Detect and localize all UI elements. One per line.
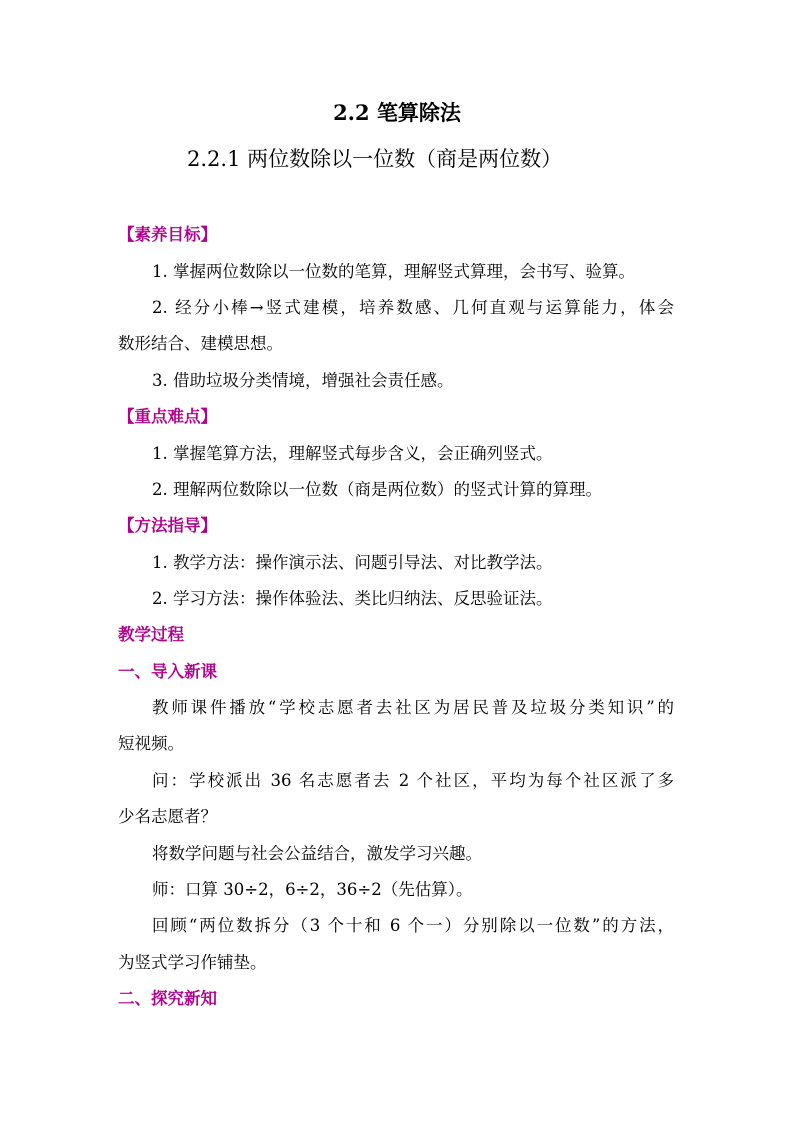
section1-line-2: 短视频。	[118, 734, 184, 753]
section1-line-8: 为竖式学习作铺垫。	[118, 953, 267, 972]
section1-heading: 一、导入新课	[118, 662, 217, 681]
methods-item-1: 1. 教学方法：操作演示法、问题引导法、对比教学法。	[152, 553, 553, 572]
keypoints-heading: 【重点难点】	[118, 407, 217, 426]
section1-line-1: 教师课件播放“学校志愿者去社区为居民普及垃圾分类知识”的	[152, 698, 674, 717]
process-heading: 教学过程	[118, 625, 184, 644]
section1-line-3: 问：学校派出 36 名志愿者去 2 个社区，平均为每个社区派了多	[152, 771, 674, 790]
methods-item-2: 2. 学习方法：操作体验法、类比归纳法、反思验证法。	[152, 589, 553, 608]
keypoints-item-2: 2. 理解两位数除以一位数（商是两位数）的竖式计算的算理。	[152, 480, 602, 499]
goals-item-2: 2. 经分小棒→竖式建模，培养数感、几何直观与运算能力，体会	[152, 298, 674, 317]
goals-heading: 【素养目标】	[118, 225, 217, 244]
goals-item-1: 1. 掌握两位数除以一位数的笔算，理解竖式算理，会书写、验算。	[152, 262, 635, 281]
section2-heading: 二、探究新知	[118, 989, 217, 1008]
section1-line-4: 少名志愿者？	[118, 807, 217, 826]
section1-line-7: 回顾“两位数拆分（3 个十和 6 个一）分别除以一位数”的方法，	[152, 916, 674, 935]
page-subtitle: 2.2.1 两位数除以一位数（商是两位数）	[187, 147, 563, 171]
methods-heading: 【方法指导】	[118, 516, 217, 535]
goals-item-2-cont: 数形结合、建模思想。	[118, 334, 283, 353]
page-title: 2.2 笔算除法	[333, 100, 461, 125]
section1-line-6: 师：口算 30÷2，6÷2，36÷2（先估算）。	[152, 880, 473, 899]
keypoints-item-1: 1. 掌握笔算方法，理解竖式每步含义，会正确列竖式。	[152, 444, 553, 463]
section1-line-5: 将数学问题与社会公益结合，激发学习兴趣。	[152, 844, 482, 863]
goals-item-3: 3. 借助垃圾分类情境，增强社会责任感。	[152, 371, 454, 390]
